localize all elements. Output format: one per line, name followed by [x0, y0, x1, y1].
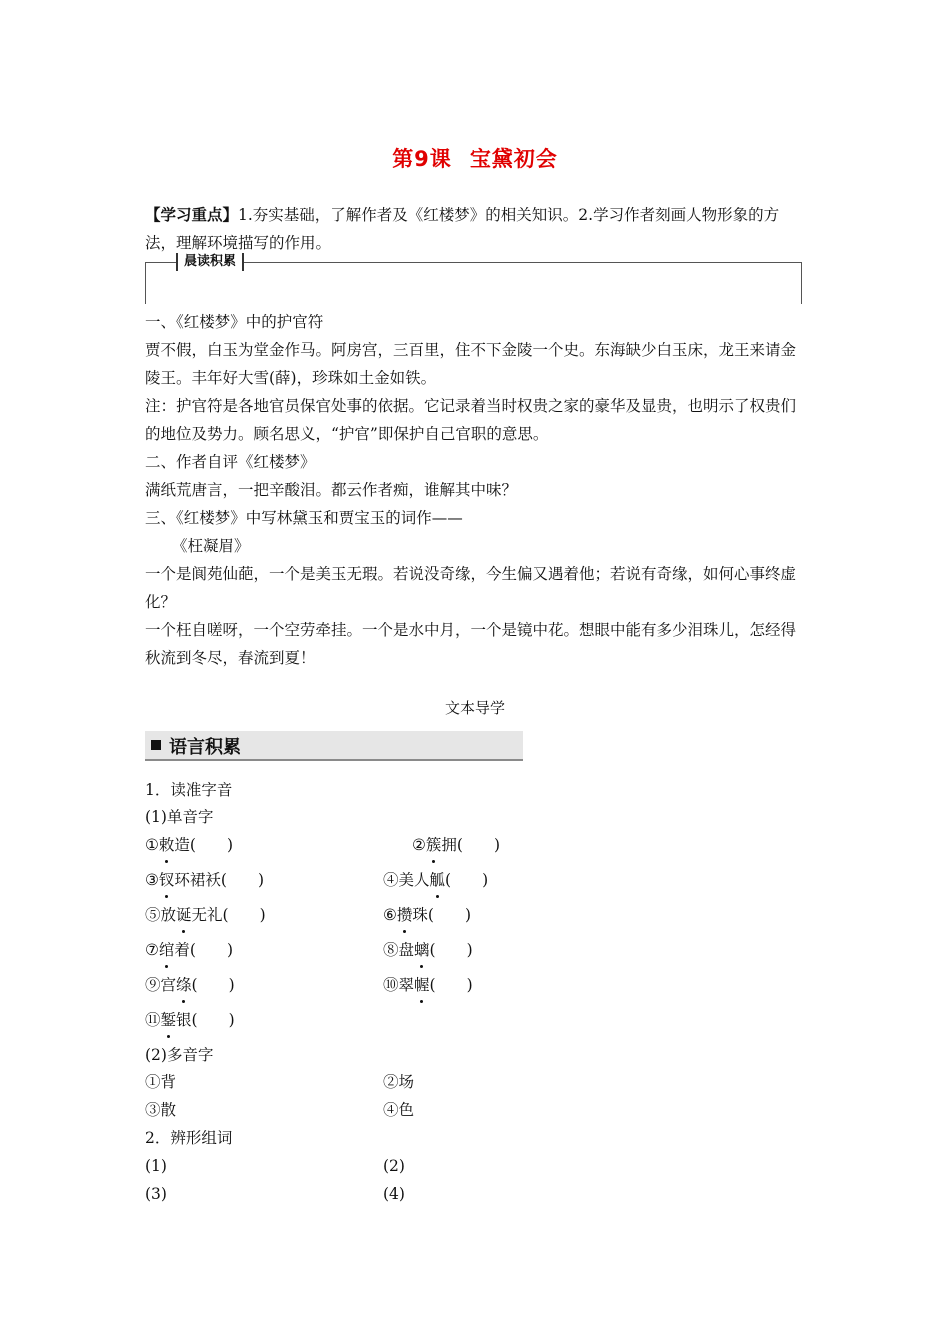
item-pre: 美人 — [398, 871, 430, 889]
multi-item: ①背 — [145, 1073, 177, 1091]
lesson-title — [0, 143, 950, 173]
item-num: ④ — [383, 871, 399, 889]
q1-sub1: (1)单音字 — [145, 808, 214, 826]
q1-title: 1．读准字音 — [145, 781, 233, 799]
q2-item: (3) — [145, 1185, 167, 1203]
dotted-char: 钗 — [159, 866, 175, 894]
reading-paragraph-3: 满纸荒唐言，一把辛酸泪。都云作者痴，谁解其中味？ — [145, 481, 518, 499]
item-post: 着( ) — [174, 941, 234, 959]
item-num: ⑨ — [145, 976, 161, 994]
pronunciation-item — [145, 866, 264, 894]
lesson-name: 宝黛初会 — [469, 147, 558, 171]
dotted-char: 绦 — [176, 971, 192, 999]
dotted-char: 螭 — [414, 936, 430, 964]
item-post: ( ) — [445, 871, 489, 889]
pronunciation-item — [145, 901, 266, 929]
morning-reading-box — [145, 254, 802, 304]
morning-reading-label: 晨读积累 — [176, 253, 244, 271]
pronunciation-item — [145, 1006, 235, 1034]
item-post: 环裙袄( ) — [174, 871, 265, 889]
pronunciation-item — [383, 936, 473, 964]
reading-paragraph-2: 注：护官符是各地官员保官处事的依据。它记录着当时权贵之家的豪华及显贵，也明示了权贵们的地位及势力。顾名思义，“护官”即保护自己官职的意思。 — [145, 397, 797, 443]
item-post: 珠( ) — [412, 906, 472, 924]
section-bar — [145, 731, 523, 761]
item-pre: 放 — [160, 906, 177, 924]
pronunciation-item — [383, 971, 473, 999]
guide-heading: 文本导学 — [444, 699, 505, 717]
item-post: ( ) — [191, 976, 235, 994]
q2-item: (2) — [383, 1157, 405, 1175]
item-post: 银( ) — [176, 1011, 235, 1029]
item-pre: 翠 — [398, 976, 415, 994]
dotted-char: 绾 — [159, 936, 175, 964]
multi-item: ③散 — [145, 1101, 177, 1119]
item-post: ( ) — [429, 941, 473, 959]
poem-stanza-2: 一个枉自嗟呀，一个空劳牵挂。一个是水中月，一个是镜中花。想眼中能有多少泪珠儿，怎经得秋流到冬尽，春流到夏！ — [145, 621, 797, 667]
multi-item: ②场 — [383, 1073, 415, 1091]
poem-stanza-1: 一个是阆苑仙葩，一个是美玉无瑕。若说没奇缘，今生偏又遇着他；若说有奇缘，如何心事终虚化？ — [145, 565, 797, 611]
pronunciation-item — [145, 971, 235, 999]
item-num: ③ — [145, 871, 159, 889]
q2-item: (4) — [383, 1185, 405, 1203]
item-pre: 盘 — [398, 941, 415, 959]
q2-title: 2．辨形组词 — [145, 1129, 233, 1147]
study-focus-text: 1.夯实基础，了解作者及《红楼梦》的相关知识。2.学习作者刻画人物形象的方法，理解环境描写的作用。 — [145, 206, 780, 252]
dotted-char: 錾 — [161, 1006, 177, 1034]
lesson-number: 第9课 — [392, 147, 452, 171]
pronunciation-item — [412, 831, 500, 859]
reading-heading-3: 三、《红楼梦》中写林黛玉和贾宝玉的词作—— — [145, 509, 463, 527]
dotted-char: 攒 — [397, 901, 413, 929]
item-num: ⑩ — [383, 976, 399, 994]
item-post: 无礼( ) — [191, 906, 266, 924]
dotted-char: 诞 — [176, 901, 192, 929]
square-bullet-icon — [151, 740, 161, 750]
pronunciation-item — [383, 866, 488, 894]
study-focus — [145, 201, 805, 257]
item-post: ( ) — [429, 976, 473, 994]
dotted-char: 觚 — [430, 866, 446, 894]
reading-paragraph-1: 贾不假，白玉为堂金作马。阿房宫，三百里，住不下金陵一个史。东海缺少白玉床，龙王来请金陵王。丰年好大雪(薛)，珍珠如土金如铁。 — [145, 341, 797, 387]
dotted-char: 簇 — [426, 831, 442, 859]
reading-heading-1: 一、《红楼梦》中的护官符 — [145, 313, 324, 331]
item-num: ⑥ — [383, 906, 397, 924]
q2-item: (1) — [145, 1157, 167, 1175]
dotted-char: 幄 — [414, 971, 430, 999]
dotted-char: 敕 — [159, 831, 175, 859]
item-num: ⑦ — [145, 941, 159, 959]
multi-item: ④色 — [383, 1101, 415, 1119]
item-post: 造( ) — [174, 836, 234, 854]
item-num: ② — [412, 836, 426, 854]
pronunciation-item — [145, 831, 233, 859]
study-focus-label: 【学习重点】 — [145, 206, 239, 224]
item-num: ① — [145, 836, 159, 854]
section-title: 语言积累 — [169, 737, 241, 758]
item-num: ⑧ — [383, 941, 399, 959]
pronunciation-item — [145, 936, 233, 964]
item-num: ⑪ — [145, 1011, 161, 1029]
q1-sub2: (2)多音字 — [145, 1046, 214, 1064]
pronunciation-item — [383, 901, 471, 929]
reading-heading-2: 二、作者自评《红楼梦》 — [145, 453, 316, 471]
poem-title: 《枉凝眉》 — [172, 537, 250, 555]
item-post: 拥( ) — [441, 836, 501, 854]
item-pre: 宫 — [160, 976, 177, 994]
item-num: ⑤ — [145, 906, 161, 924]
